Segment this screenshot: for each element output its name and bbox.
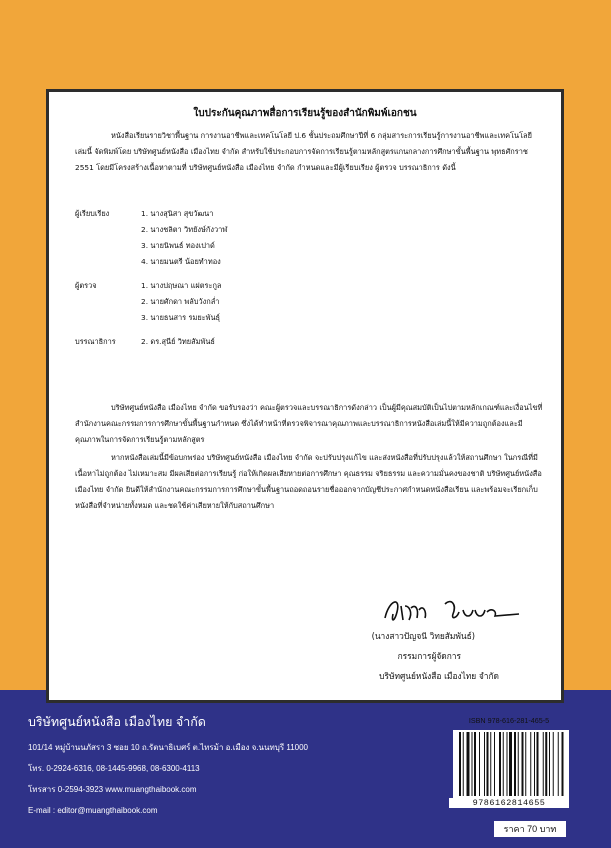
publisher-name: บริษัทศูนย์หนังสือ เมืองไทย จำกัด [28, 715, 206, 729]
isbn-barcode-block [449, 716, 569, 830]
signer-title: กรรมการผู้จัดการ [397, 651, 461, 661]
publisher-email: E-mail : editor@muangthaibook.com [28, 806, 158, 815]
publisher-address: 101/14 หมู่บ้านนภัสรา 3 ซอย 10 ถ.รัตนาธิเบศร์ ต.ไทรม้า อ.เมือง จ.นนทบุรี 11000 [28, 743, 309, 752]
certification-paragraph: บริษัทศูนย์หนังสือ เมืองไทย จำกัด ขอรับรองว่า คณะผู้ตรวจและบรรณาธิการดังกล่าว เป็นผู้มีคุณสมบัติเป็นไปตามหลักเกณฑ์และเงื่อนไขที่สำนักงานคณะกรรมการการศึกษาขั้นพื้นฐานกำหนด ซึ่งได้ทำหน้าที่ตรวจพิจารณาคุณภาพและบรรณาธิการหนังสือเล่มนี้ให้มีความถูกต้องและมีคุณภาพในการจัดการเรียนรู้ตามหลักสูตร [75, 403, 543, 444]
barcode-digits: 9786162814655 [449, 798, 569, 808]
intro-paragraph: หนังสือเรียนรายวิชาพื้นฐาน การงานอาชีพและเทคโนโลยี ป.6 ชั้นประถมศึกษาปีที่ 6 กลุ่มสาระการเรียนรู้การงานอาชีพและเทคโนโลยี เล่มนี้ จัดพิมพ์โดย บริษัทศูนย์หนังสือ เมืองไทย จำกัด สำหรับใช้ประกอบการจัดการเรียนรู้ตามหลักสูตรแกนกลางการศึกษาขั้นพื้นฐาน พุทธศักราช 2551 โดยมีโครงสร้างเนื้อหาตามที่ บริษัทศูนย์หนังสือ เมืองไทย จำกัด กำหนดและมีผู้เรียบเรียง ผู้ตรวจ บรรณาธิการ ดังนี้ [75, 131, 532, 172]
price-label: ราคา 70 บาท [494, 821, 566, 837]
signer-name: (นางสาวปัญจนี วิทยสัมพันธ์) [371, 631, 475, 641]
publisher-fax-web: โทรสาร 0-2594-3923 www.muangthaibook.com [28, 785, 197, 794]
publisher-phone: โทร. 0-2924-6316, 08-1445-9968, 08-6300-4113 [28, 764, 200, 773]
signer-company: บริษัทศูนย์หนังสือ เมืองไทย จำกัด [379, 671, 499, 681]
signature-image [379, 590, 529, 632]
isbn-text: ISBN 978-616-281-465-5 [468, 716, 550, 725]
certificate-title: ใบประกันคุณภาพสื่อการเรียนรู้ของสำนักพิมพ์เอกชน [193, 108, 417, 119]
quality-certificate-card: ใบประกันคุณภาพสื่อการเรียนรู้ของสำนักพิมพ์เอกชน หนังสือเรียนรายวิชาพื้นฐาน การงานอาชีพและเทคโนโลยี ป.6 ชั้นประถมศึกษาปีที่ 6 กลุ่มสาระการเรียนรู้การงานอาชีพและเทคโนโลยี เล่มนี้ จัดพิมพ์โดย บริษัทศูนย์หนังสือ เมืองไทย จำกัด สำหรับใช้ประกอบการจัดการเรียนรู้ตามหลักสูตรแกนกลางการศึกษาขั้นพื้นฐาน พุทธศักราช 2551 โดยมีโครงสร้างเนื้อหาตามที่ บริษัทศูนย์หนังสือ เมืองไทย จำกัด กำหนดและมีผู้เรียบเรียง ผู้ตรวจ บรรณาธิการ ดังนี้ ผู้เรียบเรียง 1. นางสุนิสา สุขวัฒนา 2. นางชลิตา วิทยังษ์กังวาฬ 3. นายนิพนธ์ ทองเปาด์ 4. นายมนตรี น้อยทำทอง ผู้ตรวจ 1. นางปฤษณา แผ่ตระกูล 2. นายศักดา พลับวังกล่ำ 3. นายธนสาร รมยะพันธุ์ บรรณาธิการ 2. ดร.สุนีย์ วิทยสัมพันธ์ บริษัทศูนย์หนังสือ เมืองไทย จำกัด ขอรับรองว่า คณะผู้ตรวจและบรรณาธิการดังกล่าว เป็นผู้มีคุณสมบัติเป็นไปตามหลักเกณฑ์และเงื่อนไขที่สำนักงานคณะกรรมการการศึกษาขั้นพื้นฐานกำหนด ซึ่งได้ทำหน้าที่ตรวจพิจารณาคุณภาพและบรรณาธิการหนังสือเล่มนี้ให้มีความถูกต้องและมีคุณภาพในการจัดการเรียนรู้ตามหลักสูตร หากหนังสือเล่มนี้มีข้อบกพร่อง บริษัทศูนย์หนังสือ เมืองไทย จำกัด จะปรับปรุงแก้ไข และส่งหนังสือที่ปรับปรุงแล้วให้สถานศึกษา ในกรณีที่มีเนื้อหาไม่ถูกต้อง ไม่เหมาะสม มีผลเสียต่อการเรียนรู้ ก่อให้เกิดผลเสียหายต่อการศึกษา คุณธรรม จริยธรรม และความมั่นคงของชาติ บริษัทศูนย์หนังสือ เมืองไทย จำกัด ยินดีให้สำนักงานคณะกรรมการการศึกษาขั้นพื้นฐานถอดถอนรายชื่อออกจากบัญชีประกาศกำหนดหนังสือเรียน และพร้อมจะเรียกเก็บหนังสือที่จำหน่ายทั้งหมด และชดใช้ค่าเสียหายให้กับสถานศึกษา (นางสาวปัญจนี วิทยสัมพันธ์) กรรมการผู้จัดการ บริษัทศูนย์หนังสือ เมืองไทย จำกัด [46, 89, 564, 703]
barcode-image [453, 730, 569, 798]
liability-paragraph: หากหนังสือเล่มนี้มีข้อบกพร่อง บริษัทศูนย์หนังสือ เมืองไทย จำกัด จะปรับปรุงแก้ไข และส่งหนังสือที่ปรับปรุงแล้วให้สถานศึกษา ในกรณีที่มีเนื้อหาไม่ถูกต้อง ไม่เหมาะสม มีผลเสียต่อการเรียนรู้ ก่อให้เกิดผลเสียหายต่อการศึกษา คุณธรรม จริยธรรม และความมั่นคงของชาติ บริษัทศูนย์หนังสือ เมืองไทย จำกัด ยินดีให้สำนักงานคณะกรรมการการศึกษาขั้นพื้นฐานถอดถอนรายชื่อออกจากบัญชีประกาศกำหนดหนังสือเรียน และพร้อมจะเรียกเก็บหนังสือที่จำหน่ายทั้งหมด และชดใช้ค่าเสียหายให้กับสถานศึกษา [75, 453, 542, 510]
